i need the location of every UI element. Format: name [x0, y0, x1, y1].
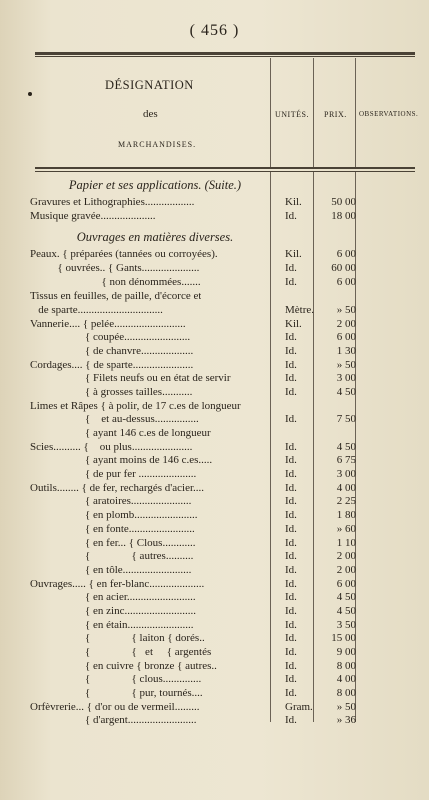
row-unit: Kil.	[285, 318, 302, 330]
row-label: { non dénommées.......	[30, 276, 201, 288]
col-divider-1-header	[270, 58, 271, 168]
row-unit: Id.	[285, 413, 297, 425]
row-label: Orfèvrerie... { d'or ou de vermeil.........	[30, 701, 200, 713]
row-label: { en plomb.......................	[30, 509, 198, 521]
row-unit: Id.	[285, 673, 297, 685]
row-unit: Id.	[285, 646, 297, 658]
row-unit: Id.	[285, 345, 297, 357]
row-price: 2 00	[336, 550, 356, 562]
section-ouvrages: Ouvrages en matières diverses.	[76, 230, 234, 244]
row-label: de sparte...............................	[30, 304, 163, 316]
row-price: 8 00	[336, 687, 356, 699]
row-price: 6 00	[336, 578, 356, 590]
table-row	[0, 331, 429, 343]
row-price: » 50	[336, 304, 356, 316]
row-price: » 50	[336, 359, 356, 371]
table-row	[0, 687, 429, 699]
table-row	[0, 509, 429, 521]
table-row	[0, 701, 429, 713]
table-row	[0, 591, 429, 603]
row-label: { en cuivre { bronze { autres..	[30, 660, 217, 672]
row-unit: Id.	[285, 454, 297, 466]
row-label: Musique gravée....................	[30, 210, 156, 222]
row-price: 4 00	[336, 482, 356, 494]
row-price: 60 00	[331, 262, 356, 274]
row-unit: Id.	[285, 372, 297, 384]
row-label: { en fonte........................	[30, 523, 195, 535]
table-row	[0, 714, 429, 726]
header-rule	[35, 167, 415, 169]
margin-mark	[28, 92, 32, 96]
row-price: 2 00	[336, 318, 356, 330]
row-price: 6 75	[336, 454, 356, 466]
row-unit: Id.	[285, 331, 297, 343]
row-label: { { clous..............	[30, 673, 202, 685]
table-row	[0, 196, 429, 208]
row-price: 4 00	[336, 673, 356, 685]
row-price: 6 00	[336, 331, 356, 343]
row-unit: Id.	[285, 495, 297, 507]
row-label: { { autres..........	[30, 550, 194, 562]
row-price: 6 00	[336, 276, 356, 288]
row-label: { { laiton { dorés..	[30, 632, 205, 644]
table-row	[0, 210, 429, 222]
row-unit: Kil.	[285, 248, 302, 260]
row-label: { aratoires......................	[30, 495, 192, 507]
table-row	[0, 345, 429, 357]
row-unit: Id.	[285, 591, 297, 603]
row-unit: Id.	[285, 262, 297, 274]
table-row	[0, 400, 429, 412]
row-label: { de pur fer .....................	[30, 468, 197, 480]
row-price: 3 00	[336, 468, 356, 480]
row-price: » 60	[336, 523, 356, 535]
row-price: 1 10	[336, 537, 356, 549]
section-papier: Papier et ses applications. (Suite.)	[68, 178, 242, 192]
row-unit: Id.	[285, 687, 297, 699]
row-label: { en acier.........................	[30, 591, 196, 603]
table-row	[0, 386, 429, 398]
row-label: { { et { argentés	[30, 646, 212, 658]
table-row	[0, 619, 429, 631]
top-rule-thin	[35, 56, 415, 57]
row-price: 3 50	[336, 619, 356, 631]
row-unit: Id.	[285, 276, 297, 288]
col-divider-2-header	[313, 58, 314, 168]
row-price: 7 50	[336, 413, 356, 425]
row-price: 18 00	[331, 210, 356, 222]
row-price: 2 00	[336, 564, 356, 576]
table-row	[0, 550, 429, 562]
row-label: { en tôle.........................	[30, 564, 192, 576]
row-unit: Id.	[285, 578, 297, 590]
row-price: 2 25	[336, 495, 356, 507]
row-price: 3 00	[336, 372, 356, 384]
table-row	[0, 495, 429, 507]
table-row	[0, 372, 429, 384]
row-label: Scies.......... { ou plus......................	[30, 441, 193, 453]
row-unit: Id.	[285, 564, 297, 576]
row-label: Limes et Râpes { à polir, de 17 c.es de longueur	[30, 400, 241, 412]
header-observations: OBSERVATIONS.	[359, 110, 419, 118]
row-label: { d'argent.........................	[30, 714, 197, 726]
table-row	[0, 248, 429, 260]
row-label: { ayant 146 c.es de longueur	[30, 427, 211, 439]
col-divider-3-header	[355, 58, 356, 168]
row-price: 6 00	[336, 248, 356, 260]
header-des: des	[143, 108, 158, 120]
row-unit: Id.	[285, 550, 297, 562]
table-row	[0, 413, 429, 425]
table-row	[0, 578, 429, 590]
table-row	[0, 468, 429, 480]
header-prix: PRIX.	[324, 110, 347, 119]
row-label: Vannerie.... { pelée..........................	[30, 318, 186, 330]
row-label: { coupée........................	[30, 331, 191, 343]
table-row	[0, 359, 429, 371]
row-price: 4 50	[336, 386, 356, 398]
row-label: { Filets neufs ou en état de servir	[30, 372, 231, 384]
row-label: { ouvrées.. { Gants.....................	[30, 262, 200, 274]
table-row	[0, 660, 429, 672]
row-unit: Id.	[285, 537, 297, 549]
table-row	[0, 304, 429, 316]
row-price: 4 50	[336, 591, 356, 603]
row-unit: Id.	[285, 482, 297, 494]
row-label: Tissus en feuilles, de paille, d'écorce et	[30, 290, 202, 302]
row-label: { et au-dessus................	[30, 413, 199, 425]
table-row	[0, 441, 429, 453]
row-unit: Id.	[285, 386, 297, 398]
row-price: 9 00	[336, 646, 356, 658]
row-label: { { pur, tournés....	[30, 687, 203, 699]
row-label: Cordages.... { de sparte......................	[30, 359, 194, 371]
row-price: » 36	[336, 714, 356, 726]
row-unit: Id.	[285, 523, 297, 535]
row-unit: Id.	[285, 605, 297, 617]
row-price: 50 00	[331, 196, 356, 208]
row-label: Gravures et Lithographies..................	[30, 196, 195, 208]
table-row	[0, 318, 429, 330]
header-rule-thin	[35, 171, 415, 172]
row-price: 4 50	[336, 441, 356, 453]
table-row	[0, 646, 429, 658]
row-label: Peaux. { préparées (tannées ou corroyées).	[30, 248, 218, 260]
header-unites: UNITÉS.	[275, 110, 309, 119]
row-label: { de chanvre...................	[30, 345, 194, 357]
row-unit: Id.	[285, 509, 297, 521]
row-unit: Id.	[285, 468, 297, 480]
row-unit: Id.	[285, 359, 297, 371]
page-number: ( 456 )	[189, 22, 240, 39]
row-unit: Id.	[285, 619, 297, 631]
table-row	[0, 276, 429, 288]
row-price: » 50	[336, 701, 356, 713]
row-unit: Id.	[285, 714, 297, 726]
row-unit: Gram.	[285, 701, 313, 713]
table-row	[0, 605, 429, 617]
row-price: 1 80	[336, 509, 356, 521]
top-rule	[35, 52, 415, 55]
table-row	[0, 427, 429, 439]
row-price: 1 30	[336, 345, 356, 357]
table-row	[0, 537, 429, 549]
header-designation: DÉSIGNATION	[105, 78, 194, 92]
row-label: { ayant moins de 146 c.es.....	[30, 454, 213, 466]
table-row	[0, 632, 429, 644]
table-row	[0, 482, 429, 494]
row-unit: Kil.	[285, 196, 302, 208]
row-label: { en zinc..........................	[30, 605, 196, 617]
row-unit: Id.	[285, 441, 297, 453]
row-label: { en étain........................	[30, 619, 194, 631]
row-unit: Id.	[285, 210, 297, 222]
row-label: { en fer... { Clous............	[30, 537, 196, 549]
table-row	[0, 454, 429, 466]
header-marchandises: MARCHANDISES.	[118, 140, 197, 149]
row-price: 15 00	[331, 632, 356, 644]
row-unit: Id.	[285, 660, 297, 672]
table-row	[0, 523, 429, 535]
row-unit: Id.	[285, 632, 297, 644]
row-label: { à grosses tailles...........	[30, 386, 193, 398]
row-label: Ouvrages..... { en fer-blanc....................	[30, 578, 205, 590]
row-unit: Mètre.	[285, 304, 315, 316]
table-row	[0, 673, 429, 685]
row-price: 4 50	[336, 605, 356, 617]
row-price: 8 00	[336, 660, 356, 672]
table-row	[0, 564, 429, 576]
table-row	[0, 290, 429, 302]
table-row	[0, 262, 429, 274]
row-label: Outils........ { de fer, rechargés d'acier....	[30, 482, 205, 494]
